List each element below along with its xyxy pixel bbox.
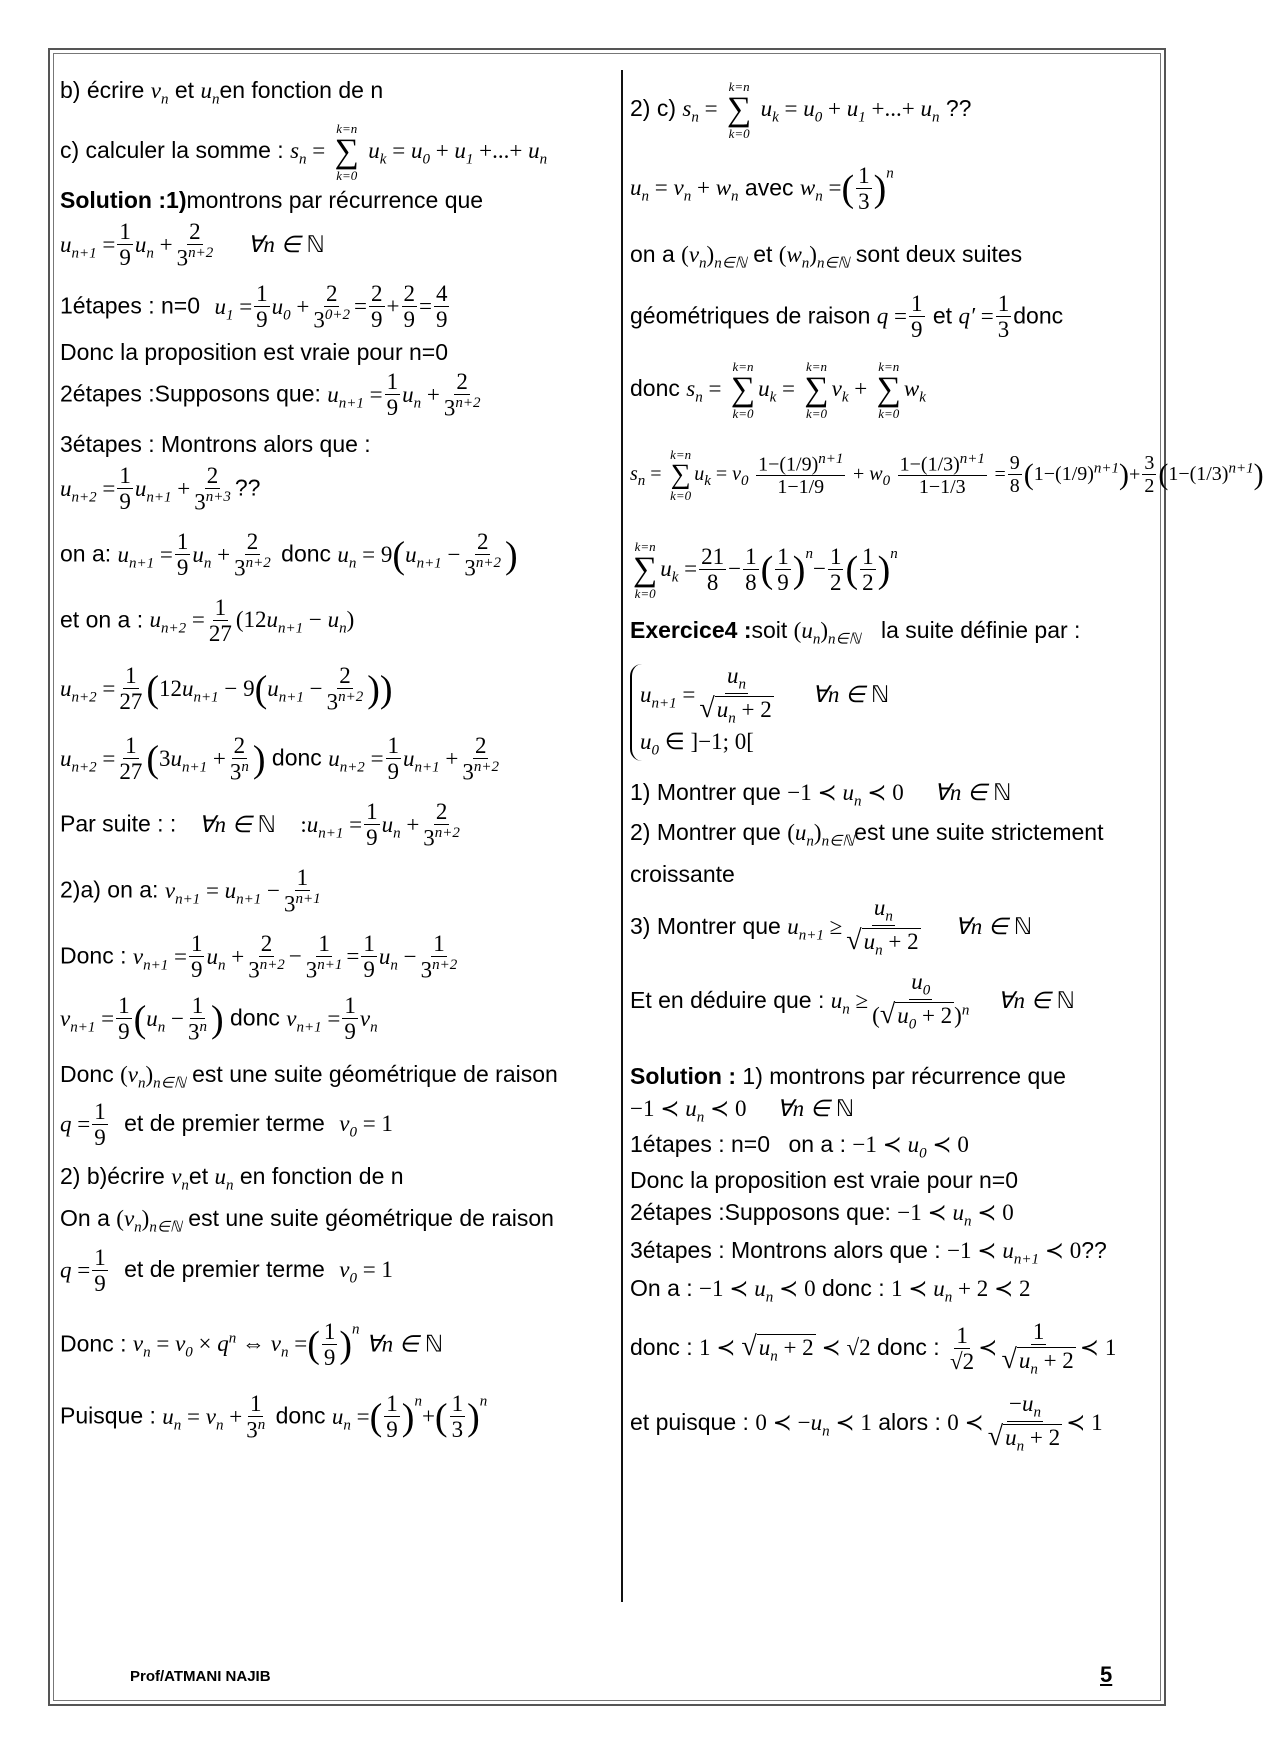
deduce: Et en déduire que : $u_n$ ≥ $\frac{u_0}{(√u_0 + 2)^n}$ ∀n ∈ ℕ	[630, 969, 1075, 1033]
part2a-result: $v_{n+1}$ = $\frac{1}{9}$ ($u_n$ − $\frac{1}{3^n}$ ) donc $v_{n+1}$ = $\frac{1}{9}$ $v_n$	[60, 993, 378, 1045]
exercise4-system: $u_{n+1}$ = $\frac{u_n}{√u_n + 2}$ ∀n ∈ ℕ $u_0$ ∈ ]−1; 0[	[630, 664, 889, 761]
vn-expression: Donc : $v_n = v_0 \times q^n$ ⇔ $v_n$ =( $\frac{1}{9}$ )$^n$ ∀n ∈ ℕ	[60, 1319, 444, 1371]
solution-ex4: Solution : 1) montrons par récurrence que	[630, 1063, 1066, 1089]
part2a: 2)a) on a: $v_{n+1} = u_{n+1}$ − $\frac{1}{3^{n+1}}$	[60, 865, 321, 917]
part2c: 2) c) $s_n$ = k=n ∑ k=0 $u_k = u_0 + u_1$ +...+ $u_n$ ??	[630, 79, 972, 141]
ratio-2: q = $\frac{1}{9}$ et de premier terme $v_0 = 1$	[60, 1245, 393, 1297]
ratio-1: q = $\frac{1}{9}$ et de premier terme $v_0 = 1$	[60, 1099, 393, 1151]
question-c: c) calculer la somme : $s_n$ = k=n ∑ k=0 $u_k = u_0 + u_1$ +...+ $u_n$	[60, 121, 548, 183]
ex4-step3: 3étapes : Montrons alors que : −1 ≺ $u_{n+1}$ ≺ 0??	[630, 1237, 1107, 1268]
ex4-derivation-3: et puisque : 0 ≺ $-u_n$ ≺ 1 alors : 0 ≺ $\frac{-u_n}{√u_n + 2}$ ≺ 1	[630, 1391, 1103, 1455]
ex4-step1: 1étapes : n=0 on a : −1 ≺ $u_0$ ≺ 0	[630, 1131, 969, 1162]
solution-ex4-statement: −1 ≺ $u_n$ ≺ 0 ∀n ∈ ℕ	[630, 1096, 855, 1126]
derivation-2: et on a : $u_{n+2}$ = $\frac{1}{27}$ $(12u_{n+1} - u_n)$	[60, 595, 355, 647]
derivation-4: $u_{n+2}$ = $\frac{1}{27}$ ($3u_{n+1}$ + $\frac{2}{3^n}$ ) donc $u_{n+2}$ = $\frac{1}{9}$ $u_{n+1}$ + $\frac{2}{3^{n+2}}$	[60, 733, 500, 785]
part2b: 2) b)écrire $v_net$ $u_n$ en fonction de n	[60, 1163, 404, 1194]
footer-author: Prof/ATMANI NAJIB	[130, 1668, 271, 1685]
ratios: géométriques de raison q = $\frac{1}{9}$ et q′ = $\frac{1}{3}$ donc	[630, 291, 1064, 343]
step3-equation: $u_{n+2}$ = $\frac{1}{9}$ $u_{n+1}$ + $\frac{2}{3^{n+3}}$ ??	[60, 463, 261, 515]
ex4-step1-conclusion: Donc la proposition est vraie pour n=0	[630, 1167, 1019, 1193]
un-decomposition: $u_n = v_n + w_n$ avec $w_n$ =( $\frac{1}{3}$ )$^n$	[630, 163, 894, 215]
solution-heading: Solution :1)montrons par récurrence que	[60, 187, 484, 213]
geometric-statement-2: On a $(v_n)_{n\in ℕ}$ est une suite géométrique de raison	[60, 1205, 554, 1236]
two-sequences: on a $(v_n)_{n\in ℕ}$ et $(w_n)_{n\in ℕ}$ sont deux suites	[630, 241, 1023, 272]
column-divider	[621, 70, 623, 1602]
un-expression: Puisque : $u_n = v_n$ + $\frac{1}{3^n}$ donc $u_n$ =( $\frac{1}{9}$ )$^n$+( $\frac{1}{3}$ )$^n$	[60, 1391, 488, 1443]
question-2-cont: croissante	[630, 861, 735, 887]
sum-split: donc $s_n$ = k=n ∑ k=0 $u_k$ = k=n ∑ k=0 $v_k$ + k=n ∑ k=0 $w_k$	[630, 359, 926, 421]
step1-conclusion: Donc la proposition est vraie pour n=0	[60, 339, 449, 365]
derivation-1: on a: $u_{n+1}$ = $\frac{1}{9}$ $u_n$ + $\frac{2}{3^{n+2}}$ donc $u_n = 9(u_{n+1}$ − $\frac{2}{3^{n+2}}$ )	[60, 529, 518, 581]
part2a-derivation: Donc : $v_{n+1}$ = $\frac{1}{9}$ $u_n$ + $\frac{2}{3^{n+2}}$ − $\frac{1}{3^{n+1}}$ = $\frac{1}{9}$ $u_n$ − $\frac{1}{3^{n+2}}$	[60, 931, 458, 983]
conclusion-1: Par suite : : ∀n ∈ ℕ $:u_{n+1}$ = $\frac{1}{9}$ $u_n$ + $\frac{2}{3^{n+2}}$	[60, 799, 460, 851]
question-b: b) écrire $v_n$ et $u_nen$ fonction de n	[60, 77, 384, 108]
question-2: 2) Montrer que $(u_n)_{n\in ℕ}est$ une suite strictement	[630, 819, 1104, 850]
ex4-derivation-1: On a : −1 ≺ $u_n$ ≺ 0 donc : 1 ≺ $u_n + 2$ ≺ 2	[630, 1275, 1031, 1306]
step1: 1étapes : n=0 $u_1$ = $\frac{1}{9}$ $u_0$ + $\frac{2}{3^{0+2}}$ = $\frac{2}{9}$ + $\frac{2}{9}$ = $\frac{4}{9}$	[60, 281, 448, 333]
question-1: 1) Montrer que −1 ≺ $u_n$ ≺ 0 ∀n ∈ ℕ	[630, 779, 1012, 810]
exercise4-title: Exercice4 :soit $(u_n)_{n\in ℕ}$ la suite définie par :	[630, 617, 1081, 648]
equation-recurrence: $u_{n+1}$ = $\frac{1}{9}$ $u_n$ + $\frac{2}{3^{n+2}}$ ∀n ∈ ℕ	[60, 219, 325, 271]
sum-formula: $s_n$ = k=n ∑ k=0 $u_k = v_0$ $\frac{1-(1/9)^{n+1}}{1-1/9}$ + $w_0$ $\frac{1-(1/3)^{n+1}}{1-1/3}$ = $\frac{9}{8}$ $(1-(1/9)^{n+1})+$ $\frac{3}{2}$ $(1-(1/3)^{n+1})$	[630, 447, 1264, 503]
derivation-3: $u_{n+2}$ = $\frac{1}{27}$ ($12u_{n+1} - 9(u_{n+1}$ − $\frac{2}{3^{n+2}}$ ))	[60, 663, 393, 715]
sum-result: k=n ∑ k=0 $u_k$ = $\frac{21}{8}$ − $\frac{1}{8}$ ( $\frac{1}{9}$ )$^n$− $\frac{1}{2}$ ( $\frac{1}{2}$ )$^n$	[633, 539, 898, 601]
geometric-statement: Donc $(v_n)_{n\in ℕ}$ est une suite géométrique de raison	[60, 1061, 558, 1092]
step2: 2étapes :Supposons que: $u_{n+1}$ = $\frac{1}{9}$ $u_n$ + $\frac{2}{3^{n+2}}$	[60, 369, 481, 421]
question-3: 3) Montrer que $u_{n+1}$ ≥ $\frac{u_n}{√u_n + 2}$ ∀n ∈ ℕ	[630, 895, 1033, 959]
step3: 3étapes : Montrons alors que :	[60, 431, 371, 457]
ex4-derivation-2: donc : 1 ≺ $√u_n + 2$ ≺ √2 donc : $\frac{1}{√2}$ ≺ $\frac{1}{√u_n + 2}$ ≺ 1	[630, 1319, 1117, 1378]
page-number: 5	[1100, 1662, 1113, 1687]
ex4-step2: 2étapes :Supposons que: −1 ≺ $u_n$ ≺ 0	[630, 1199, 1014, 1230]
